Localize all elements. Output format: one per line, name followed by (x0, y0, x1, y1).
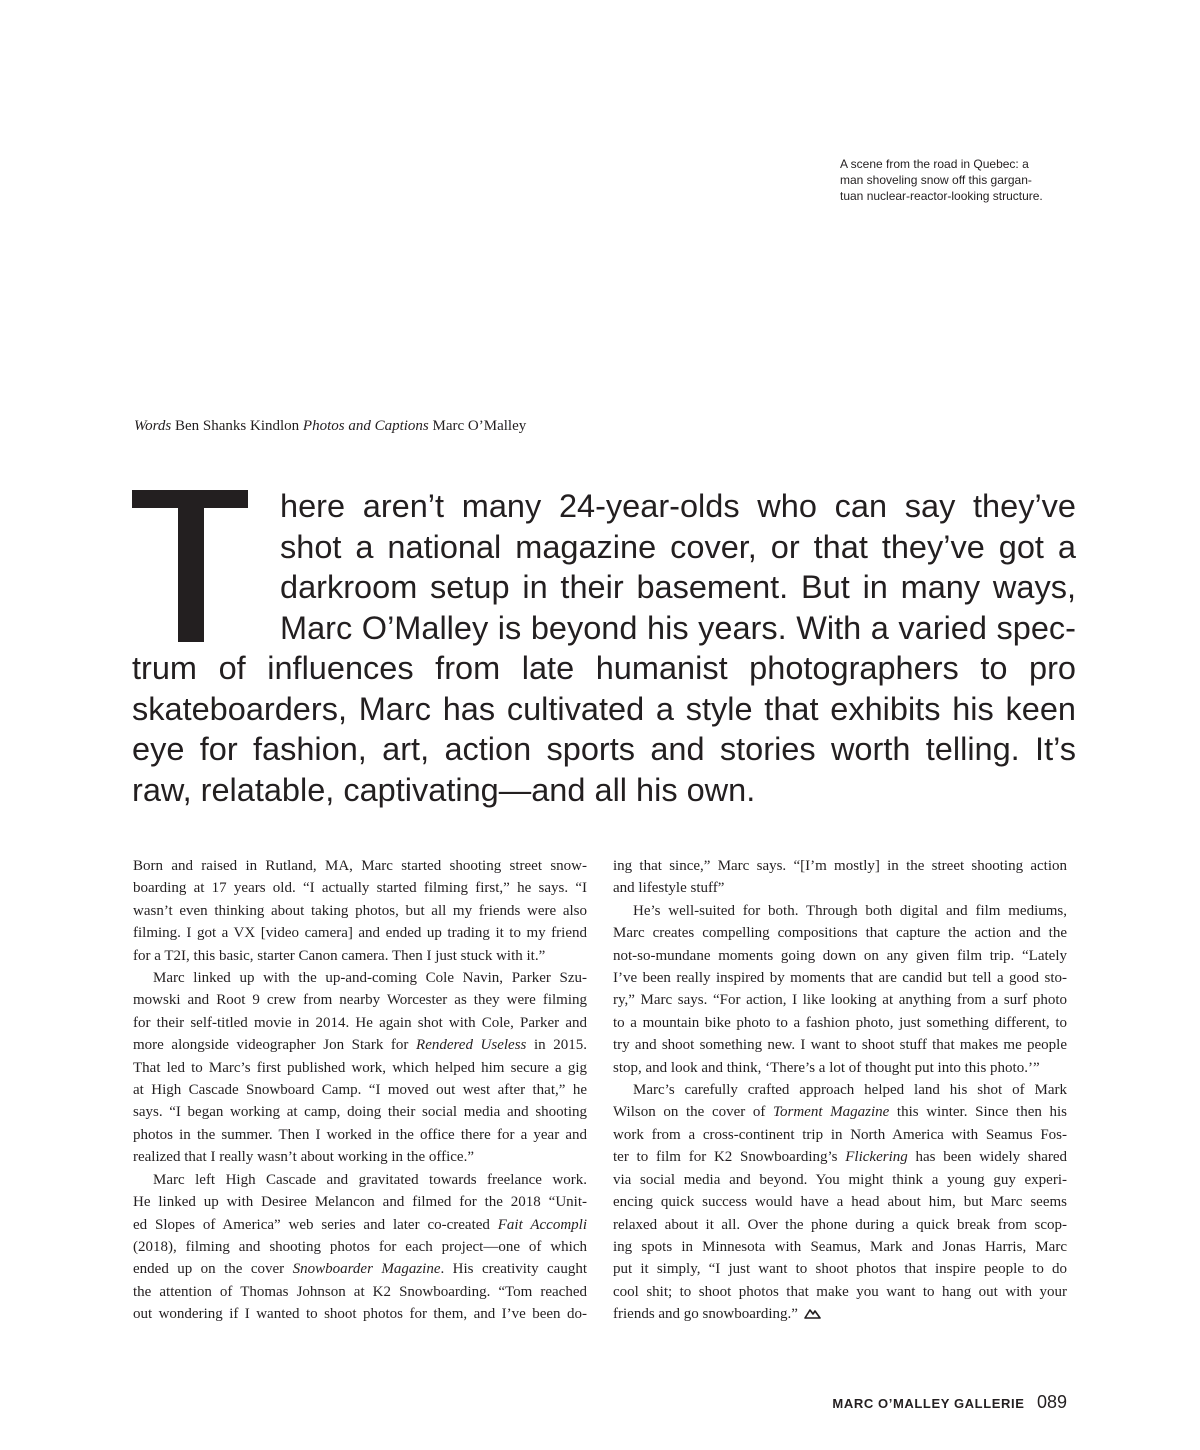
body-line: wasn’t even thinking about taking photos, but all my friends were also (133, 902, 587, 919)
publication-name: MARC O’MALLEY GALLERIE (832, 1396, 1025, 1411)
body-line: ended up on the cover Snowboarder Magazine. His creativity caught (133, 1261, 588, 1278)
intro-line: raw, relatable, captivating—and all his own. (132, 771, 756, 808)
body-line: filming. I got a VX [video camera] and ended up trading it to my friend (133, 925, 587, 942)
byline-words-label: Words (134, 418, 172, 434)
title-flickering: Flickering (845, 1149, 908, 1166)
body-line: cool shit; to shoot photos that make you want to hang out with your (613, 1283, 1067, 1300)
body-line: out wondering if I wanted to shoot photos for them, and I’ve been do- (133, 1306, 587, 1323)
intro-line: darkroom setup in their basement. But in many ways, (280, 569, 1076, 605)
body-line: mowski and Root 9 crew from nearby Worcester as they were filming (133, 992, 587, 1009)
body-column-right (613, 855, 1067, 1327)
caption-line: tuan nuclear-reactor-looking structure. (840, 189, 1043, 203)
body-column-left (133, 855, 587, 1326)
body-line: at High Cascade Snowboard Camp. “I moved out west after that,” he (133, 1082, 587, 1099)
title-fait-accompli: Fait Accompli (497, 1216, 587, 1233)
body-line: ter to film for K2 Snowboarding’s Flickering has been widely shared (613, 1149, 1068, 1166)
body-line: Marc left High Cascade and gravitated towards freelance work. (153, 1171, 587, 1188)
intro-paragraph (132, 486, 1076, 810)
title-snowboarder-magazine: Snowboarder Magazine (292, 1261, 441, 1278)
body-line: try and shoot something new. I want to shoot stuff that makes me people (613, 1037, 1067, 1054)
body-line: not-so-mundane moments going down on any given film trip. “Lately (613, 947, 1067, 964)
body-line: work from a cross-continent trip in North America with Seamus Fos- (613, 1126, 1067, 1143)
body-line: via social media and beyond. You might think a young guy experi- (613, 1171, 1067, 1188)
body-line: ing that since,” Marc says. “[I’m mostly] in the street shooting action (613, 858, 1067, 874)
mountain-logo-icon (804, 1304, 821, 1326)
body-line: He’s well-suited for both. Through both digital and film mediums, (633, 902, 1067, 919)
body-line: I’ve been really inspired by moments that are candid but tell a good sto- (613, 970, 1067, 987)
byline-photos-label: Photos and Captions (302, 418, 429, 434)
body-line: and lifestyle stuff” (613, 880, 725, 897)
intro-line: trum of influences from late humanist photographers to pro (132, 650, 1076, 686)
body-line: Wilson on the cover of Torment Magazine this winter. Since then his (613, 1104, 1068, 1121)
photo-caption (840, 156, 1080, 204)
caption-line: A scene from the road in Quebec: a (840, 157, 1029, 171)
body-line: photos in the summer. Then I worked in the office there for a year and (133, 1126, 587, 1143)
body-line: relaxed about it all. Over the phone during a quick break from scop- (613, 1216, 1067, 1233)
body-line: realized that I really wasn’t about working in the office.” (133, 1149, 474, 1166)
drop-cap (132, 490, 264, 642)
body-line: boarding at 17 years old. “I actually started filming first,” he says. “I (133, 880, 587, 897)
body-line: for a T2I, this basic, starter Canon camera. Then I just stuck with it.” (133, 947, 546, 964)
byline-author: Ben Shanks Kindlon (175, 418, 300, 434)
body-line: That led to Marc’s first published work, which helped him secure a gig (133, 1059, 587, 1076)
intro-line: shot a national magazine cover, or that they’ve got a (280, 528, 1076, 565)
body-line: the attention of Thomas Johnson at K2 Snowboarding. “Tom reached (133, 1283, 587, 1300)
body-line: more alongside videographer Jon Stark for Rendered Useless in 2015. (133, 1037, 588, 1054)
intro-line: Marc O’Malley is beyond his years. With a varied spec- (280, 609, 1076, 646)
body-line: He linked up with Desiree Melancon and filmed for the 2018 “Unit- (133, 1194, 587, 1211)
body-line: put it simply, “I just want to shoot photos that inspire people to do (613, 1261, 1067, 1278)
title-rendered-useless: Rendered Useless (416, 1037, 527, 1054)
body-line: Born and raised in Rutland, MA, Marc started shooting street snow- (133, 858, 587, 874)
body-line: Marc creates compelling compositions that capture the action and the (613, 925, 1067, 942)
intro-line: skateboarders, Marc has cultivated a style that exhibits his keen (132, 690, 1076, 727)
byline-photographer: Marc O’Malley (432, 418, 527, 434)
body-line: ing spots in Minnesota with Seamus, Mark and Jonas Harris, Marc (613, 1238, 1067, 1255)
body-line: to a mountain bike photo to a fashion photo, just something different, to (613, 1014, 1067, 1031)
intro-line: eye for fashion, art, action sports and stories worth telling. It’s (132, 731, 1076, 767)
body-line: stop, and look and think, ‘There’s a lot of thought put into this photo.’” (613, 1059, 1040, 1076)
body-line: says. “I began working at camp, doing their social media and shooting (133, 1104, 587, 1121)
body-line: friends and go snowboarding.” (613, 1303, 1067, 1326)
intro-line: here aren’t many 24-year-olds who can say they’ve (280, 488, 1076, 524)
body-line: encing quick success would have a head about him, but Marc seems (613, 1194, 1067, 1211)
body-line: Marc’s carefully crafted approach helped land his shot of Mark (633, 1082, 1067, 1099)
body-line: for their self-titled movie in 2014. He again shot with Cole, Parker and (133, 1014, 587, 1031)
page-number: 089 (1036, 1392, 1067, 1412)
body-line: ed Slopes of America” web series and later co-created Fait Accompli (133, 1216, 587, 1233)
title-torment-magazine: Torment Magazine (773, 1104, 890, 1121)
body-line: Marc linked up with the up-and-coming Cole Navin, Parker Szu- (153, 970, 587, 987)
byline (134, 418, 526, 435)
caption-line: man shoveling snow off this gargan- (840, 173, 1032, 187)
page-footer (832, 1392, 1067, 1413)
body-line: ry,” Marc says. “For action, I like looking at anything from a surf photo (613, 992, 1067, 1009)
body-line: (2018), filming and shooting photos for each project—one of which (133, 1238, 587, 1255)
